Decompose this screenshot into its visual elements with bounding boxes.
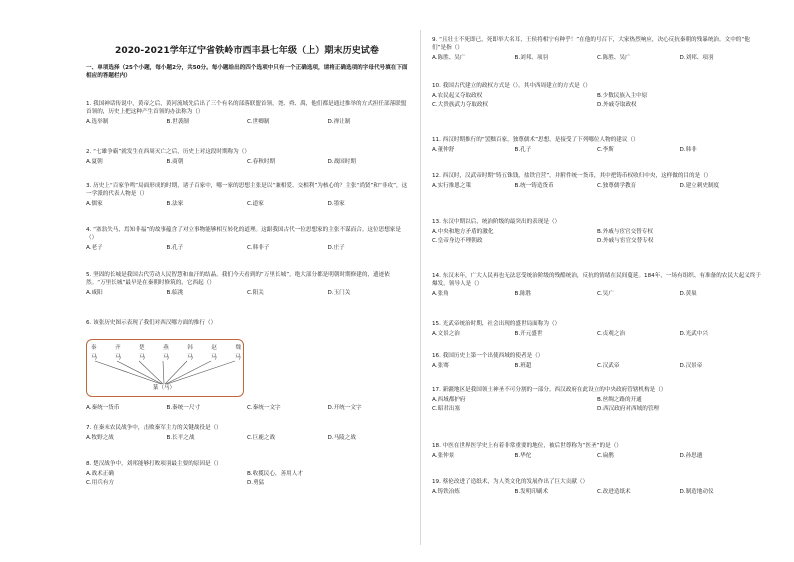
option-b: B.发明印刷术 [514, 489, 549, 495]
figure-glyph: 马 [162, 354, 169, 361]
option-a: A.张仲景 [432, 453, 455, 459]
option-b: B.开元盛世 [514, 331, 543, 337]
option-c: C.贞观之治 [597, 331, 626, 337]
figure-glyph: 马 [186, 354, 193, 361]
option-b: B.孔子 [166, 245, 184, 251]
option-c: C.世卿制 [247, 119, 270, 125]
figure-char: 魏 [235, 345, 241, 351]
option-b: B.收揽民心，善用人才 [247, 471, 303, 477]
option-d: D.韩非 [679, 147, 697, 153]
question-stem: 7. 在秦末农民战争中，击败秦军主力的关键战役是（） [86, 425, 222, 431]
section-heading: 一、单项选择（25个小题，每小题2分，共50分。每小题给出的四个选项中只有一个正确选项，请将正确选项的字母代号填在下面相应的答题栏内） [86, 65, 408, 79]
question-12 [432, 172, 762, 191]
left-column [86, 0, 408, 562]
question-9 [432, 36, 762, 63]
question-options [432, 54, 762, 63]
question-stem: 12. 西汉时，汉武帝时期“铸五铢钱，盐铁官营”，并附件统一货币，其中把铸币权收归中央，这样做的目的是（） [432, 173, 712, 179]
option-d: D.孙思邈 [679, 453, 703, 459]
figure-char: 秦 [91, 345, 97, 351]
option-d: D.庄子 [327, 245, 345, 251]
question-stem: 2. “七雄争霸”就发生在西周灭亡之后，历史上对这段时期称为（） [86, 149, 250, 155]
figure-line [166, 361, 211, 384]
question-stem: 11. 西汉时期推行的“罢黜百家，独尊儒术”思想，是接受了下列哪位人物的建议（） [432, 137, 639, 143]
option-a: A.张骞 [432, 363, 449, 369]
option-b: B.商朝 [166, 159, 184, 165]
question-options [86, 200, 408, 209]
history-figure [86, 339, 244, 397]
question-stem: 16. 我国历史上第一个出使西域的使者是（） [432, 353, 544, 359]
question-options [432, 146, 762, 155]
question-stem: 15. 光武帝统治时期，社会出现的盛世局面称为（） [432, 321, 561, 327]
option-c: C.巨鹿之战 [247, 435, 276, 441]
question-options [86, 470, 408, 488]
option-b: B.法家 [166, 201, 184, 207]
option-a: A.铸铁冶炼 [432, 489, 460, 495]
option-a: A.张角 [432, 291, 449, 297]
option-d: D.战国时期 [327, 159, 356, 165]
option-b: B.长平之战 [166, 435, 195, 441]
question-stem: 6. 该张历史图示表现了我们对西汉哪方面的推行（） [86, 320, 217, 326]
option-a: A.陈胜、吴广 [432, 55, 466, 61]
right-column [432, 0, 762, 562]
question-options [432, 452, 762, 461]
question-4 [86, 226, 408, 253]
option-a: A.儒家 [86, 201, 103, 207]
question-options [86, 158, 408, 167]
question-options [432, 92, 762, 110]
option-d: D.建立刺史制度 [679, 183, 720, 189]
option-d: D.刘邦、项羽 [679, 55, 714, 61]
option-c: C.大贵族武力夺取政权 [432, 102, 489, 108]
option-c: C.独尊儒学教育 [597, 183, 637, 189]
question-10 [432, 82, 762, 110]
question-2 [86, 148, 408, 167]
question-options [86, 244, 408, 253]
option-a: A.牧野之战 [86, 435, 114, 441]
option-b: B.统一铸造货币 [514, 183, 554, 189]
question-stem: 10. 我国古代建立的政权方式是（）。其中西周建立的方式是（） [432, 83, 591, 89]
question-8 [86, 460, 408, 488]
figure-char: 赵 [211, 345, 217, 351]
option-a: A.老子 [86, 245, 103, 251]
option-b: B.班超 [514, 363, 532, 369]
question-16 [432, 352, 762, 371]
question-options [86, 404, 408, 413]
figure-line [167, 361, 235, 384]
question-13 [432, 218, 762, 246]
option-a: A.农民起义夺取政权 [432, 93, 483, 99]
option-c: C.改进造纸术 [597, 489, 631, 495]
figure-char: 燕 [163, 345, 169, 351]
option-b: B.外戚与宦官交替专权 [597, 229, 653, 235]
option-a: A.西域都护府 [432, 397, 466, 403]
question-7 [86, 424, 408, 443]
option-d: D.汉景帝 [679, 363, 703, 369]
question-6-stem [86, 319, 408, 327]
question-stem: 19. 蔡伦改进了造纸术，为人类文化的发展作出了巨大贡献（） [432, 479, 589, 485]
option-a: A.夏朝 [86, 159, 103, 165]
option-c: C.李斯 [597, 147, 614, 153]
option-a: A.选举制 [86, 119, 109, 125]
option-b: B.世袭制 [166, 119, 189, 125]
option-d: D.开统一文字 [327, 405, 362, 411]
figure-glyph: 马 [138, 354, 145, 361]
option-d: D.外戚与宦官交替专权 [597, 238, 654, 244]
option-b: B.少数民族入主中原 [597, 93, 648, 99]
option-d: D.制造地动仪 [679, 489, 714, 495]
option-d: D.玉门关 [327, 290, 351, 296]
question-14 [432, 272, 762, 299]
question-stem: 9. “且壮士不死即已，死即举大名耳，王侯将相宁有种乎！”在他的号召下，大家热烈响应，决心反抗秦朝的残暴统治。文中的“他们”是指（） [432, 37, 750, 51]
figure-line [163, 361, 164, 384]
option-c: C.用兵有方 [86, 480, 115, 486]
question-1 [86, 100, 408, 127]
question-options [432, 488, 762, 497]
option-d: D.黄巢 [679, 291, 697, 297]
question-stem: 17. 新疆地区是我国领土神圣不可分割的一部分。西汉政府在此设立的中央政府管辖机构是（） [432, 387, 667, 393]
question-6-options [86, 402, 408, 413]
option-c: C.陈胜、吴广 [597, 55, 631, 61]
option-d: D.马陵之战 [327, 435, 356, 441]
question-options [86, 118, 408, 127]
figure-char: 齐 [115, 345, 121, 351]
option-b: B.秦统一尺寸 [166, 405, 201, 411]
option-c: C.秦统一文字 [247, 405, 281, 411]
question-stem: 13. 东汉中期以后，统治阶级的最突出的表现是（） [432, 219, 561, 225]
question-5 [86, 271, 408, 298]
option-c: C.皇帝身边不理朝政 [432, 238, 483, 244]
figure-line [165, 361, 187, 384]
option-a: A.战术正确 [86, 471, 114, 477]
question-15 [432, 320, 762, 339]
question-stem: 18. 中医在世界医学史上有着非常重要的地位，被后世尊称为“医圣”的是（） [432, 443, 622, 449]
figure-glyph: 马 [210, 354, 217, 361]
option-c: C.春秋时期 [247, 159, 276, 165]
question-stem: 1. 我国神话传说中，黄帝之后，黄河流域先后出了三个有名的部落联盟首领，尧、舜、禹，他们都是通过推举的方式担任部落联盟首领的，历史上把这种产生首领的办法称为（） [86, 101, 407, 115]
option-a: A.实行推恩之策 [432, 183, 472, 189]
question-stem: 14. 东汉末年，广大人民再也无法忍受统治阶级的残酷统治，反抗的情绪在民间蔓延。184年，一场有组织、有准备的农民大起义终于爆发。领导人是（） [432, 273, 762, 287]
figure-glyph: 马 [114, 354, 121, 361]
column-divider [420, 30, 421, 545]
question-options [86, 434, 408, 443]
question-11 [432, 136, 762, 155]
question-18 [432, 442, 762, 461]
option-c: C.昭君出塞 [432, 406, 461, 412]
option-c: C.吴广 [597, 291, 614, 297]
question-stem: 5. 坚固的长城是我国古代劳动人民智慧和血汗的结晶。我们今天看到的“万里长城”，绝大部分都是明朝时期修建的，遗迹依然。“万里长城”最早是在秦朝时修筑的，它西起（） [86, 272, 390, 286]
figure-glyph: 马 [91, 354, 98, 361]
question-3 [86, 182, 408, 209]
option-b: B.丝绸之路的开通 [597, 397, 642, 403]
option-c: C.韩非子 [247, 245, 270, 251]
figure-center-char: 篆（马） [153, 385, 176, 391]
option-b: B.临洮 [166, 290, 184, 296]
option-a: A.中央和地方矛盾的激化 [432, 229, 494, 235]
figure-char: 楚 [139, 345, 145, 351]
question-options [432, 290, 762, 299]
option-c: C.扁鹊 [597, 453, 614, 459]
option-a: A.文景之治 [432, 331, 460, 337]
option-d: D.勇猛 [247, 480, 265, 486]
option-b: B.刘邦、项羽 [514, 55, 549, 61]
option-b: B.陈胜 [514, 291, 532, 297]
option-c: C.道家 [247, 201, 264, 207]
question-options [432, 330, 762, 339]
option-c: C.阳关 [247, 290, 264, 296]
question-stem: 4. “塞翁失马，焉知非福”的故事蕴含了对立事物能够相互转化的道理。这跟我国古代一位思想家的主张不谋而合。这位思想家是（） [86, 227, 401, 241]
option-b: B.孔子 [514, 147, 532, 153]
question-stem: 8. 楚汉战争中，刘邦能够打败项羽最主要的原因是（） [86, 461, 222, 467]
figure-glyph: 马 [234, 354, 241, 361]
question-stem: 3. 历史上“百家争鸣”局面形成的时期，诸子百家中，哪一家的思想主张是以“兼相爱、交相利”为核心的？主张“尚贤”和“非攻”，这一学派的代表人物是（） [86, 183, 408, 197]
question-17 [432, 386, 762, 414]
question-options [432, 182, 762, 191]
option-a: A.咸阳 [86, 290, 103, 296]
question-options [86, 289, 408, 298]
option-d: D.外戚夺取政权 [597, 102, 637, 108]
option-a: A.董仲舒 [432, 147, 455, 153]
option-d: D.西汉政府对西域的管理 [597, 406, 660, 412]
option-c: C.汉武帝 [597, 363, 620, 369]
figure-line [117, 361, 162, 384]
question-options [432, 228, 762, 246]
option-b: B.华佗 [514, 453, 532, 459]
question-options [432, 396, 762, 414]
question-options [432, 362, 762, 371]
option-d: D.光武中兴 [679, 331, 708, 337]
question-19 [432, 478, 762, 497]
option-d: D.禅让制 [327, 119, 351, 125]
figure-char: 韩 [187, 345, 193, 351]
exam-title: 2020-2021学年辽宁省铁岭市西丰县七年级（上）期末历史试卷 [114, 46, 380, 56]
option-d: D.墨家 [327, 201, 345, 207]
option-a: A.秦统一货币 [86, 405, 120, 411]
